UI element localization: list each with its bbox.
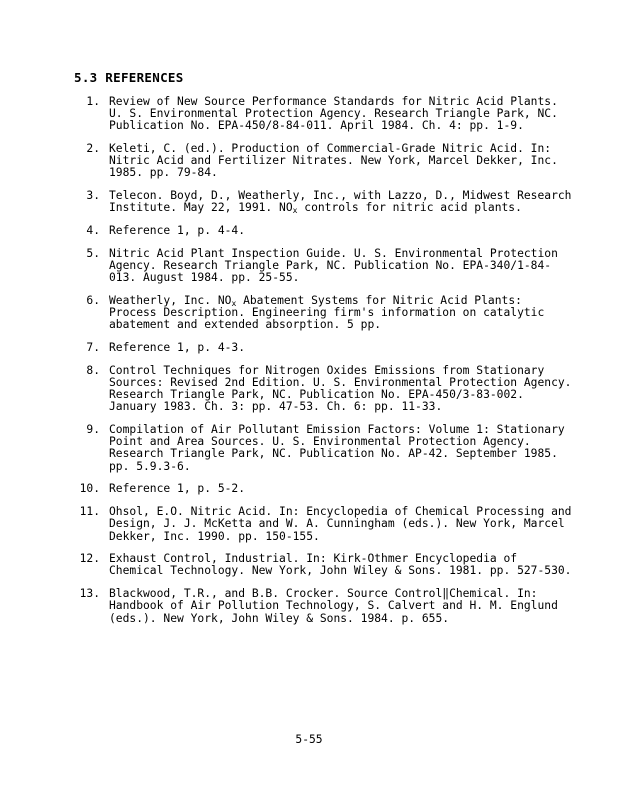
reference-number: 6. [86,294,100,308]
reference-text-part: Abatement Systems for Nitric Acid Plants: Process Description. Engineering firm's information on catalytic abatement and extended absorption. 5 pp. [109,294,545,332]
subscript-x: x [292,206,298,216]
reference-number: 4. [86,224,100,238]
reference-item [74,342,574,354]
reference-item [74,365,574,413]
reference-text-part: Weatherly, Inc. NO [109,294,232,308]
reference-number: 9. [86,423,100,437]
section-heading: 5.3 REFERENCES [74,70,184,85]
subscript-x: x [231,299,237,309]
reference-list [74,96,574,635]
reference-text-part: Telecon. Boyd, D., Weatherly, Inc., with Lazzo, D., Midwest Research Institute. May 22, 1991. NO [109,189,572,215]
reference-text: Control Techniques for Nitrogen Oxides Emissions from Stationary Sources: Revised 2nd Edition. U. S. Environmental Protection Agency. Research Triangle Park, NC. Publication No. EPA-450/3-83-002. January 1983. Ch. 3: pp. 47-53. Ch. 6: pp. 11-33. [109,364,572,414]
reference-item [74,588,574,624]
reference-text: Keleti, C. (ed.). Production of Commercial-Grade Nitric Acid. In: Nitric Acid and Fertilizer Nitrates. New York, Marcel Dekker, Inc. 1985. pp. 79-84. [109,142,558,180]
reference-text: Reference 1, p. 4-3. [109,341,246,355]
reference-item [74,295,574,331]
reference-item [74,506,574,542]
reference-item [74,248,574,284]
reference-number: 2. [86,142,100,156]
reference-text-part: controls for nitric acid plants. [297,201,522,215]
reference-number: 8. [86,364,100,378]
reference-text [109,190,574,214]
reference-number: 5. [86,247,100,261]
reference-text: Nitric Acid Plant Inspection Guide. U. S. Environmental Protection Agency. Research Triangle Park, NC. Publication No. EPA-340/1-84-013. August 1984. pp. 25-55. [109,247,558,285]
reference-number: 12. [79,552,100,566]
reference-number: 1. [86,95,100,108]
reference-text: Reference 1, p. 5-2. [109,482,246,496]
reference-number: 13. [79,587,100,601]
reference-item [74,96,574,132]
reference-text: Exhaust Control, Industrial. In: Kirk-Othmer Encyclopedia of Chemical Technology. New York, John Wiley & Sons. 1981. pp. 527-530. [109,552,572,578]
reference-number: 3. [86,189,100,203]
reference-number: 7. [86,341,100,355]
reference-item [74,483,574,495]
reference-number: 11. [79,505,100,519]
reference-text: Reference 1, p. 4-4. [109,224,246,238]
reference-item [74,553,574,577]
reference-item [74,424,574,472]
reference-text: Ohsol, E.O. Nitric Acid. In: Encyclopedia of Chemical Processing and Design, J. J. McKetta and W. A. Cunningham (eds.). New York, Marcel Dekker, Inc. 1990. pp. 150-155. [109,505,572,543]
reference-item [74,225,574,237]
reference-text: Compilation of Air Pollutant Emission Factors: Volume 1: Stationary Point and Area Sources. U. S. Environmental Protection Agency. Research Triangle Park, NC. Publication No. AP-42. September 1985. pp. 5.9.3-6. [109,423,565,473]
reference-number: 10. [79,482,100,496]
reference-text: Review of New Source Performance Standards for Nitric Acid Plants. U. S. Environmental Protection Agency. Research Triangle Park, NC. Publication No. EPA-450/8-84-011. April 1984. Ch. 4: pp. 1-9. [109,95,558,133]
reference-item [74,190,574,214]
reference-text [109,295,574,331]
reference-text: Blackwood, T.R., and B.B. Crocker. Source Control‖Chemical. In: Handbook of Air Pollution Technology, S. Calvert and H. M. Englund (eds.). New York, John Wiley & Sons. 1984. p. 655. [109,587,558,625]
page-number: 5-55 [295,733,323,746]
reference-item [74,143,574,179]
